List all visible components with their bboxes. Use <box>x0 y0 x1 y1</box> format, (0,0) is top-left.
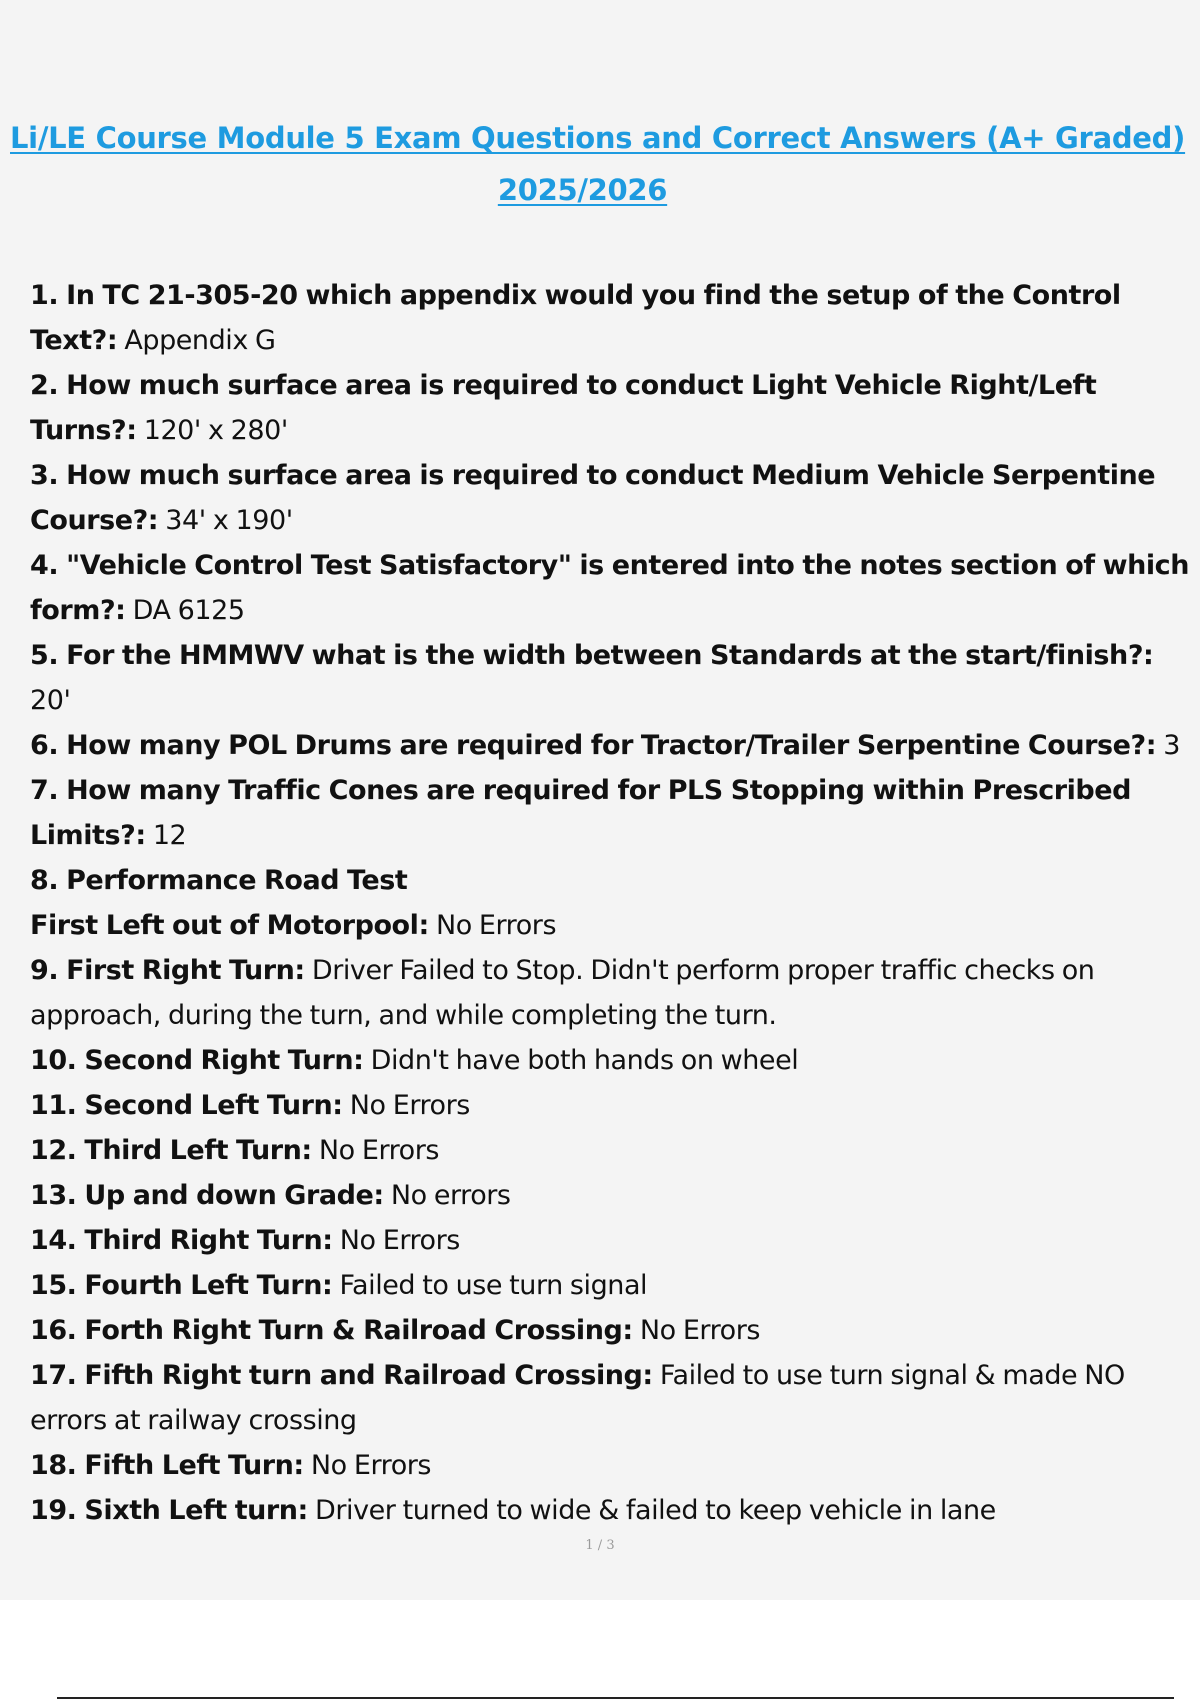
answer-text: 120' x 280' <box>136 415 288 446</box>
question-item <box>30 1308 1190 1353</box>
question-text: 11. Second Left Turn: <box>30 1090 343 1121</box>
answer-text: No Errors <box>632 1315 760 1346</box>
question-text: 18. Fifth Left Turn: <box>30 1450 304 1481</box>
answer-text: Driver turned to wide & failed to keep vehicle in lane <box>307 1495 996 1526</box>
answer-text: No Errors <box>303 1450 432 1481</box>
title-line-1: Li/LE Course Module 5 Exam Questions and Correct Answers (A+ Graded) <box>10 121 1186 155</box>
document-title <box>0 112 1200 216</box>
question-text: 7. How many Traffic Cones are required for PLS Stopping within Prescribed Limits?: <box>30 775 1132 851</box>
question-text: 14. Third Right Turn: <box>30 1225 333 1256</box>
answer-text: Driver Failed to Stop. Didn't perform proper traffic checks on approach, during the turn, and while completing the turn. <box>30 955 1095 1031</box>
answer-text: 12 <box>145 820 187 851</box>
answer-text: 34' x 190' <box>158 505 293 536</box>
question-text: 3. How much surface area is required to conduct Medium Vehicle Serpentine Course?: <box>30 460 1156 536</box>
answer-text: Didn't have both hands on wheel <box>363 1045 799 1076</box>
question-item <box>30 1173 1190 1218</box>
question-text: 4. "Vehicle Control Test Satisfactory" is entered into the notes section of which form?: <box>30 550 1190 626</box>
question-item <box>30 273 1190 363</box>
question-text: 17. Fifth Right turn and Railroad Crossing: <box>30 1360 653 1391</box>
question-item <box>30 1128 1190 1173</box>
answer-text: No errors <box>383 1180 511 1211</box>
question-item <box>30 543 1190 633</box>
question-item <box>30 1038 1190 1083</box>
question-text: 12. Third Left Turn: <box>30 1135 312 1166</box>
question-item <box>30 948 1190 1038</box>
answer-text: Failed to use turn signal & made NO errors at railway crossing <box>30 1360 1125 1436</box>
question-text: 8. Performance Road Test <box>30 865 408 896</box>
answer-text: No Errors <box>342 1090 470 1121</box>
question-text: 19. Sixth Left turn: <box>30 1495 308 1526</box>
answer-text: DA 6125 <box>125 595 245 626</box>
question-text: 1. In TC 21-305-20 which appendix would you find the setup of the Control Text?: <box>30 280 1121 356</box>
answer-text: Failed to use turn signal <box>332 1270 648 1301</box>
question-text: First Left out of Motorpool: <box>30 910 429 941</box>
question-text: 10. Second Right Turn: <box>30 1045 364 1076</box>
horizontal-rule <box>57 1697 1174 1699</box>
question-text: 5. For the HMMWV what is the width between Standards at the start/finish?: <box>30 640 1154 671</box>
question-item <box>30 1218 1190 1263</box>
question-item <box>30 768 1190 858</box>
answer-text: 20' <box>30 685 71 716</box>
question-item <box>30 1353 1190 1443</box>
answer-text: No Errors <box>332 1225 460 1256</box>
answer-text: No Errors <box>311 1135 440 1166</box>
question-text: 15. Fourth Left Turn: <box>30 1270 333 1301</box>
question-item <box>30 453 1190 543</box>
question-item <box>30 363 1190 453</box>
question-item <box>30 1443 1190 1488</box>
question-answer-list <box>30 273 1190 1533</box>
question-text: 9. First Right Turn: <box>30 955 305 986</box>
question-item <box>30 1488 1190 1533</box>
question-item <box>30 1263 1190 1308</box>
answer-text: Appendix G <box>117 325 276 356</box>
question-item <box>30 903 1190 948</box>
question-text: 6. How many POL Drums are required for Tractor/Trailer Serpentine Course?: <box>30 730 1157 761</box>
next-page-edge <box>48 1600 1200 1700</box>
question-item <box>30 723 1190 768</box>
page-number: 1 / 3 <box>585 1538 615 1553</box>
question-text: 13. Up and down Grade: <box>30 1180 384 1211</box>
title-line-2: 2025/2026 <box>497 173 668 207</box>
answer-text: 3 <box>1156 730 1180 761</box>
question-item <box>30 1083 1190 1128</box>
question-text: 16. Forth Right Turn & Railroad Crossing: <box>30 1315 633 1346</box>
answer-text: No Errors <box>428 910 557 941</box>
question-item <box>30 858 1190 903</box>
question-item <box>30 633 1190 723</box>
question-text: 2. How much surface area is required to conduct Light Vehicle Right/Left Turns?: <box>30 370 1097 446</box>
